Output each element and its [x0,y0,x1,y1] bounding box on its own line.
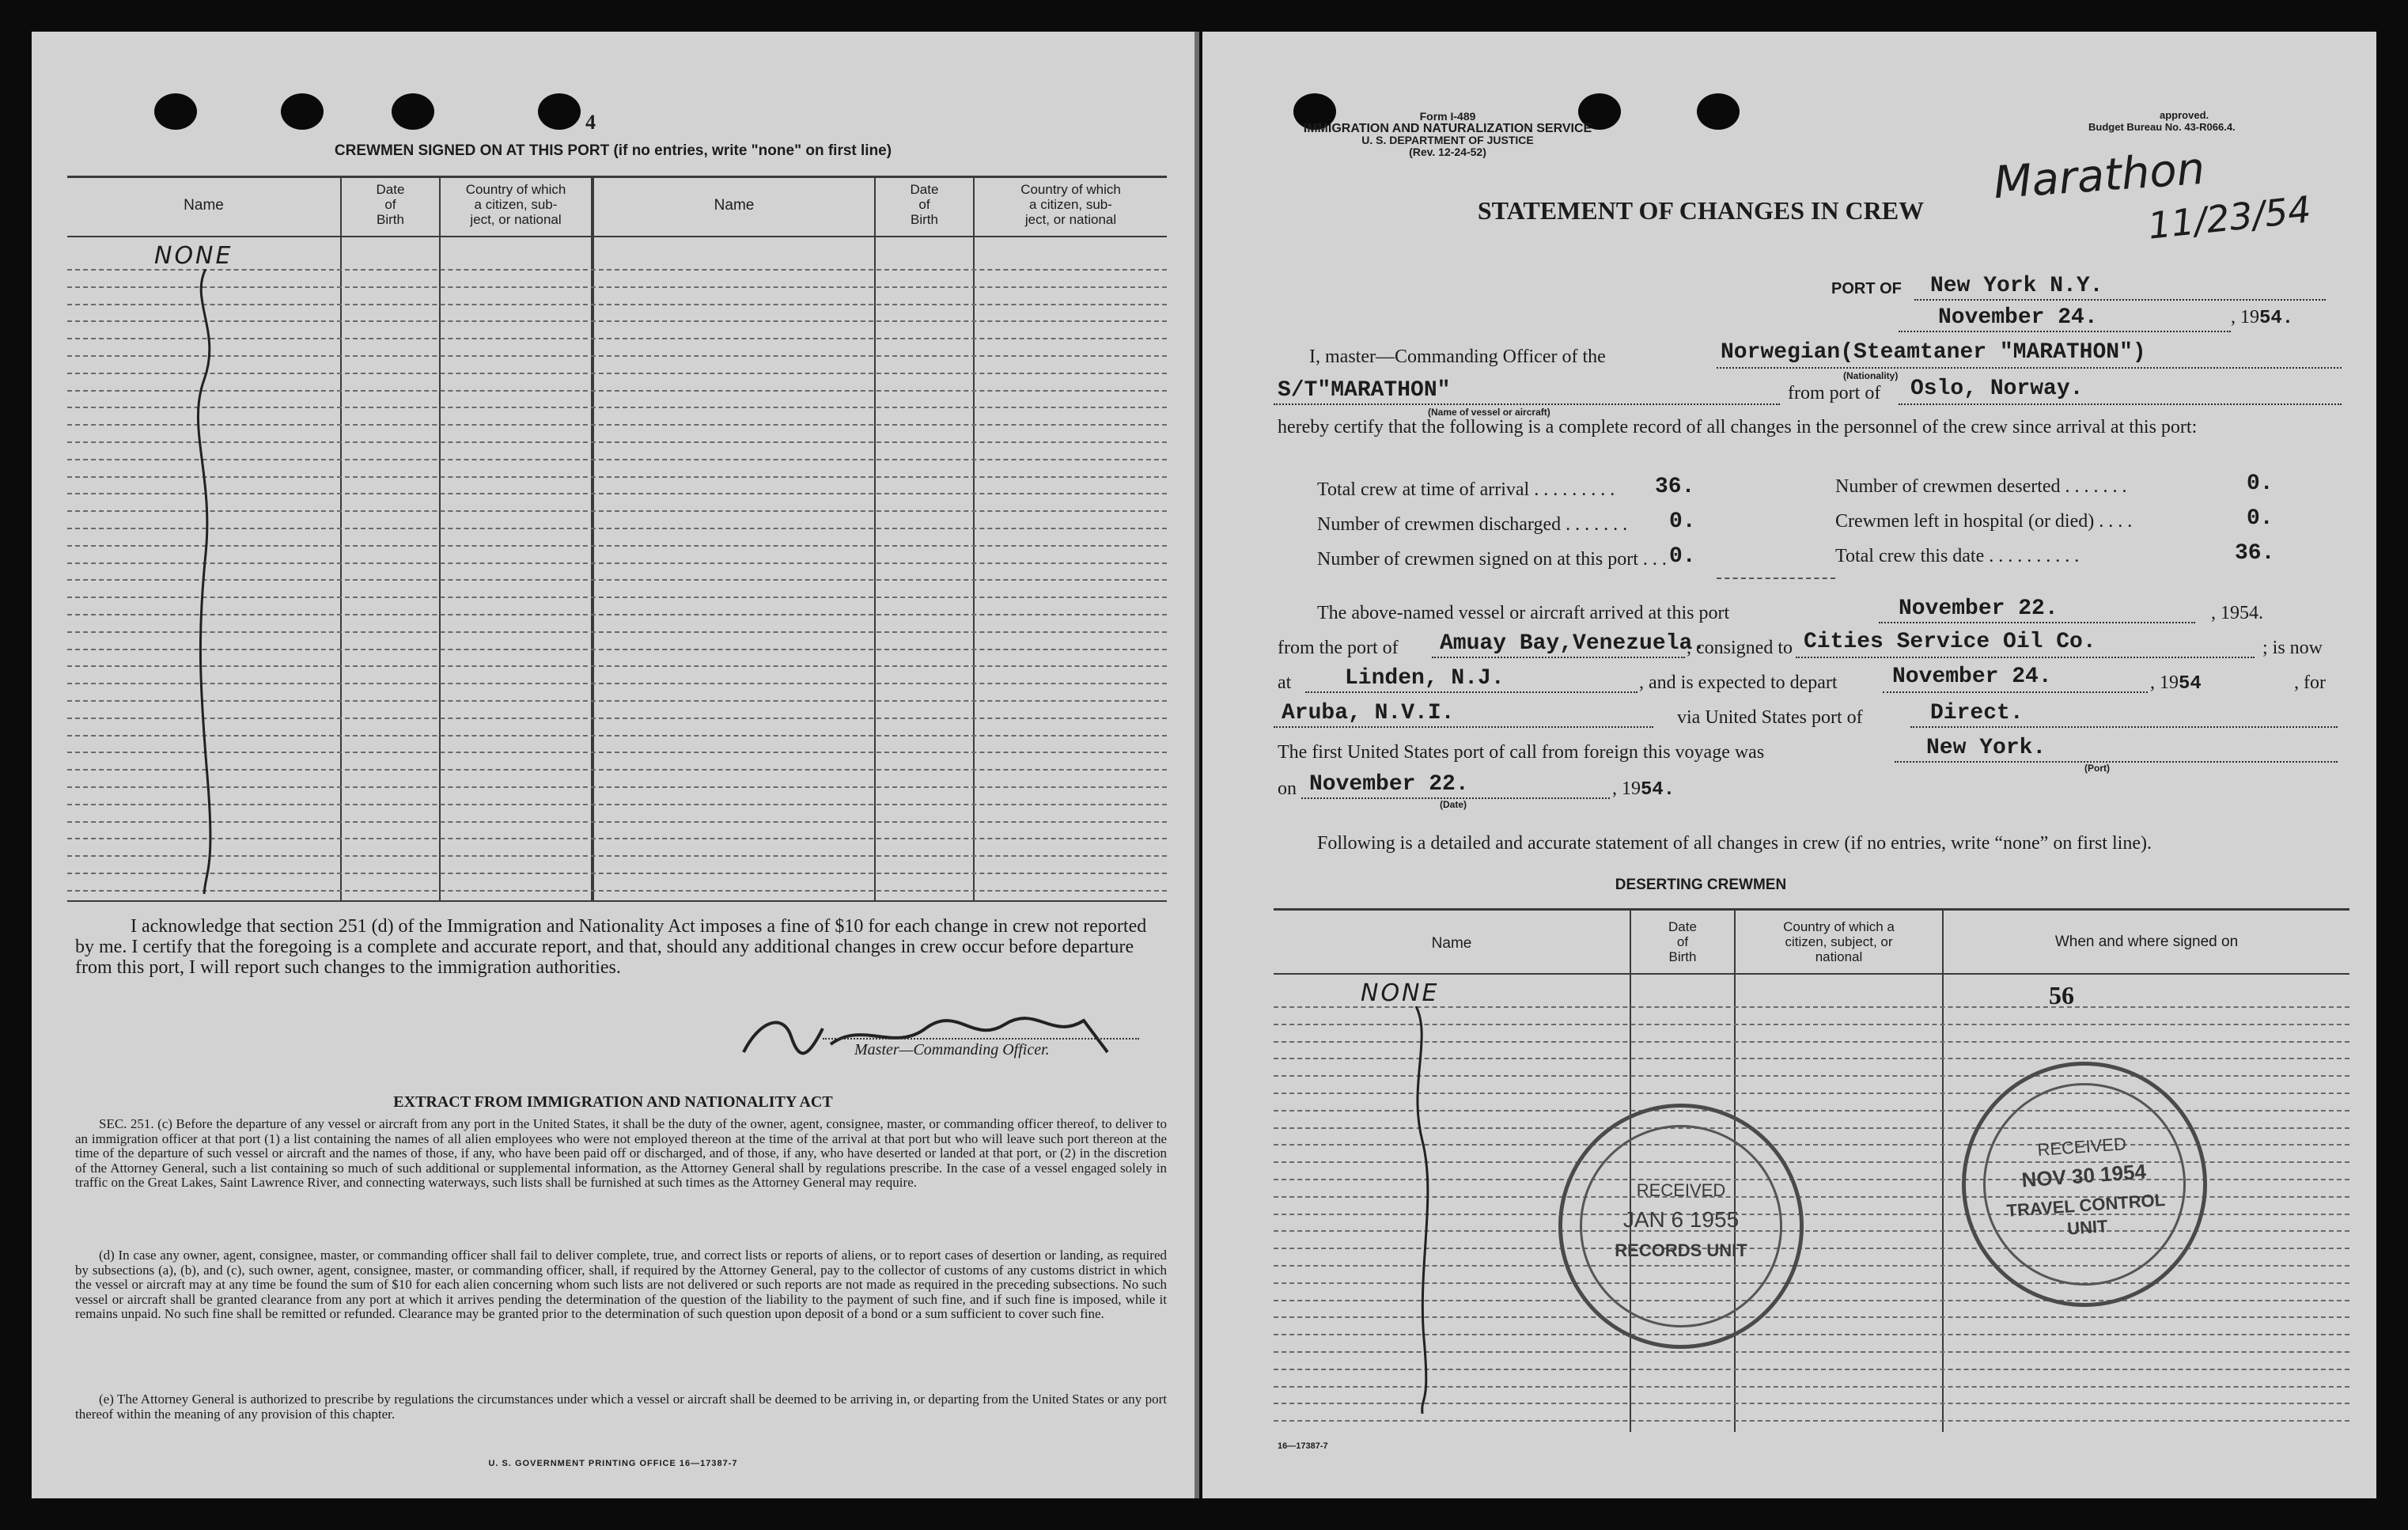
master-label: I, master—Commanding Officer of the [1309,347,1606,367]
table-rule-line [67,562,1167,564]
deserting-header-date-of-birth: Date of Birth [1668,919,1697,964]
handwritten-none-line [182,269,229,902]
statement-year: , 1954. [2231,307,2294,329]
crewmen-signed-on-value: 0. [1669,544,1696,569]
crewmen-deserted-label: Number of crewmen deserted . . . . . . . [1835,476,2127,497]
nationality-underline [1717,367,2342,369]
is-now-label: ; is now [2262,638,2323,658]
form-number: 16—17387-7 [1278,1441,1328,1451]
punch-hole [1697,93,1740,130]
form-identification: Form I-489 IMMIGRATION AND NATURALIZATION SERVICE U. S. DEPARTMENT OF JUSTICE (Rev. 12-24-52) [1303,110,1592,158]
deserting-header-country: Country of which a citizen, subject, or national [1783,919,1895,964]
destination-underline [1274,726,1653,728]
table-header-rule [67,236,1167,237]
table-rule-line [67,510,1167,512]
statement-date: November 24. [1938,305,2098,330]
page-mark-number: 56 [2049,981,2074,1009]
column-header-date-of-birth: Date of Birth [376,182,405,227]
destination-value: Aruba, N.V.I. [1282,701,1455,725]
table-rule-line [67,631,1167,633]
table-rule-line [67,338,1167,339]
port-of-value: New York N.Y. [1930,274,2103,298]
first-port-value: New York. [1926,736,2046,760]
from-port-of-label: from the port of [1278,638,1399,658]
crewmen-signed-on-label: Number of crewmen signed on at this port . . . [1317,549,1667,570]
records-unit-stamp: RECEIVED JAN 6 1955 RECORDS UNIT [1558,1104,1804,1349]
printing-office-line: U. S. GOVERNMENT PRINTING OFFICE 16—17387-7 [488,1459,738,1468]
crewmen-discharged-value: 0. [1669,509,1696,534]
port-of-underline [1914,299,2326,301]
acknowledgment-text: I acknowledge that section 251 (d) of the Immigration and Nationality Act imposes a fine of $10 for each change in crew not reported by me. I certify that the foregoing is a complete and accurate report, and that, should any additional changes in crew occur before departure from this port, I will report such changes to the immigration authorities. [75,916,1147,978]
vessel-name-caption: (Name of vessel or aircraft) [1428,407,1550,418]
crewmen-hospital-label: Crewmen left in hospital (or died) . . . . [1835,511,2133,532]
date-caption: (Date) [1440,799,1467,810]
table-rule-line [67,855,1167,857]
table-rule-line [67,390,1167,392]
section-251-e: (e) The Attorney General is authorized to prescribe by regulations the circumstances under which a vessel or aircraft shall be deemed to be arriving in, or departing from the United States or any port thereof within the meaning of any provision of this chapter. [75,1392,1167,1422]
form-title: STATEMENT OF CHANGES IN CREW [1477,196,1925,225]
total-crew-arrival-label: Total crew at time of arrival . . . . . . . . . [1317,479,1615,500]
column-header-date-of-birth-right: Date of Birth [910,182,939,227]
table-rule-line [67,735,1167,737]
column-header-name-right: Name [714,197,755,214]
table-rule-line [67,700,1167,702]
deserting-header-name: Name [1431,935,1472,952]
table-rule-line [67,304,1167,305]
handwritten-vessel-name: Marathon [1992,142,2207,210]
signature-caption: Master—Commanding Officer. [854,1041,1050,1059]
page-number: 4 [585,111,596,134]
from-port-value: Oslo, Norway. [1910,377,2084,401]
section-251-d: (d) In case any owner, agent, consignee, master, or commanding officer shall fail to deliver complete, true, and correct lists or reports of aliens, or to report cases of desertion or landing, as required by subsections (a), (b), and (c), such owner, agent, consignee, master, or commanding officer, shall, if required by the Attorney General, pay to the collector of customs of any customs district in which the vessel or aircraft may at any time be found the sum of $10 for each alien concerning whom such lists are not delivered or such reports are not made as required in the preceding subsections. No such vessel or aircraft shall be granted clearance from any port at which it arrives pending the determination of the question of the liability to the payment of such fine, and if such fine is imposed, while it remains unpaid. No such fine shall be remitted or refunded. Clearance may be granted prior to the determination of such question upon deposit of a bond or a sum sufficient to cover such fine. [75,1248,1167,1321]
table-rule-line [67,786,1167,788]
for-label: , for [2294,672,2326,693]
total-crew-arrival-value: 36. [1655,475,1695,499]
depart-date-underline [1883,691,2148,693]
table-top-rule [67,176,1167,178]
crewmen-hospital-value: 0. [2247,506,2274,531]
arrival-year: , 1954. [2211,603,2263,623]
on-label: on [1278,778,1297,799]
table-rule-line [67,596,1167,598]
consigned-underline [1796,657,2255,658]
vessel-name-value: S/T"MARATHON" [1278,378,1451,403]
total-crew-this-date-label: Total crew this date . . . . . . . . . . [1835,546,2080,566]
consigned-value: Cities Service Oil Co. [1804,630,2096,654]
crewmen-deserted-value: 0. [2247,471,2274,496]
column-header-country-right: Country of which a citizen, sub- ject, or national [1020,182,1121,227]
table-rule-line [67,528,1167,529]
via-value: Direct. [1930,701,2024,725]
from-port-label: from port of [1788,383,1881,403]
consigned-label: , consigned to [1687,638,1793,658]
punch-hole [281,93,324,130]
via-underline [1910,726,2338,728]
crewmen-discharged-label: Number of crewmen discharged . . . . . . . [1317,514,1628,535]
at-underline [1305,691,1638,693]
left-page [32,32,1199,1498]
deserting-header-signed-on: When and where signed on [2054,934,2239,950]
table-rule-line [67,821,1167,823]
arrival-label: The above-named vessel or aircraft arrived at this port [1317,603,1730,623]
table-rule-line [67,665,1167,667]
certify-text: hereby certify that the following is a complete record of all changes in the personnel of the crew since arrival at this port: [1278,417,2198,437]
table-rule-line [67,407,1167,408]
handwritten-none-line [1400,1006,1448,1418]
depart-year: , 1954 [2150,672,2202,695]
table-bottom-rule [67,900,1167,902]
from-port-underline [1899,403,2342,405]
first-port-underline [1895,761,2338,763]
table-rule-line [67,545,1167,547]
right-page [1202,32,2376,1498]
from-port-of-underline [1432,657,1685,658]
table-rule-line [67,838,1167,839]
statement-date-underline [1899,331,2231,332]
table-rule-line [67,683,1167,684]
table-rule-line [67,355,1167,357]
table-rule-line [67,873,1167,874]
arrival-date-underline [1879,622,2195,623]
table-rule-line [67,804,1167,805]
punch-hole [154,93,197,130]
travel-control-stamp: RECEIVED NOV 30 1954 TRAVEL CONTROL UNIT [1954,1054,2216,1316]
table-rule-line [67,441,1167,443]
table-rule-line [67,286,1167,288]
punch-hole [392,93,434,130]
table-rule-line [67,476,1167,478]
on-date-value: November 22. [1309,772,1469,797]
section-251-c: SEC. 251. (c) Before the departure of any vessel or aircraft from any port in the United States, it shall be the duty of the owner, agent, consignee, master, or commanding officer thereof, to deliver to an immigration officer at that port (1) a list containing the names of all alien employees who were not employed thereon at the time of the arrival at that port but who will leave such port thereon at the time of the departure of such vessel or aircraft and the names of those, if any, who have been paid off or discharged, and of those, if any, who have deserted or landed at that port, or (2) in the discretion of the Attorney General, such a list containing so much of such additional or supplemental information, as the Attorney General shall by regulations prescribe. In the case of a vessel engaged solely in traffic on the Great Lakes, Saint Lawrence River, and connecting waterways, such lists shall be furnished at such times as the Attorney General may require. [75,1116,1167,1190]
nationality-value: Norwegian(Steamtaner "MARATHON") [1721,340,2146,365]
handwritten-none-deserting: NONE [1361,979,1440,1007]
table-rule-line [1274,1420,2349,1422]
from-port-of-value: Amuay Bay,Venezuela. [1440,631,1706,656]
on-year: , 1954. [1612,778,1675,801]
table-rule-line [67,320,1167,322]
arrival-date-value: November 22. [1899,596,2058,621]
table-rule-line [67,424,1167,426]
at-label: at [1278,672,1292,693]
depart-label: , and is expected to depart [1639,672,1838,693]
port-of-label: PORT OF [1831,280,1902,297]
table-rule-line [67,718,1167,719]
table-rule-line [67,752,1167,753]
column-divider [1942,910,1944,1432]
table-rule-line [67,890,1167,892]
column-header-country: Country of which a citizen, sub- ject, or national [465,182,566,227]
table-rule-line [67,493,1167,494]
vessel-name-underline [1274,403,1780,405]
table-rule-line [67,649,1167,650]
table-rule-line [67,459,1167,460]
deserting-crewmen-title: DESERTING CREWMEN [1615,877,1787,893]
table-rule-line [67,579,1167,581]
port-caption: (Port) [2084,763,2110,774]
totals-divider [1717,578,1835,579]
crew-signed-heading: CREWMEN SIGNED ON AT THIS PORT (if no entries, write "none" on first line) [334,142,892,159]
deserting-table-top [1274,908,2349,911]
deserting-table-header-rule [1274,973,2349,975]
budget-approval: approved. Budget Bureau No. 43-R066.4. [2088,109,2236,133]
handwritten-date: 11/23/54 [2145,187,2313,248]
at-value: Linden, N.J. [1345,666,1505,691]
total-crew-this-date-value: 36. [2235,541,2275,566]
depart-date-value: November 24. [1892,665,2052,689]
extract-title: EXTRACT FROM IMMIGRATION AND NATIONALITY ACT [393,1093,833,1111]
nationality-caption: (Nationality) [1843,370,1899,381]
table-rule-line [67,614,1167,615]
table-rule-line [67,373,1167,374]
via-label: via United States port of [1677,707,1863,728]
punch-hole [538,93,581,130]
signature-line [823,1038,1139,1040]
table-rule-line [67,769,1167,771]
handwritten-none-entry: NONE [154,242,233,270]
column-header-name: Name [184,197,224,214]
following-text: Following is a detailed and accurate statement of all changes in crew (if no entries, write “none” on first line). [1317,833,2152,854]
first-port-label: The first United States port of call from foreign this voyage was [1278,742,1765,763]
